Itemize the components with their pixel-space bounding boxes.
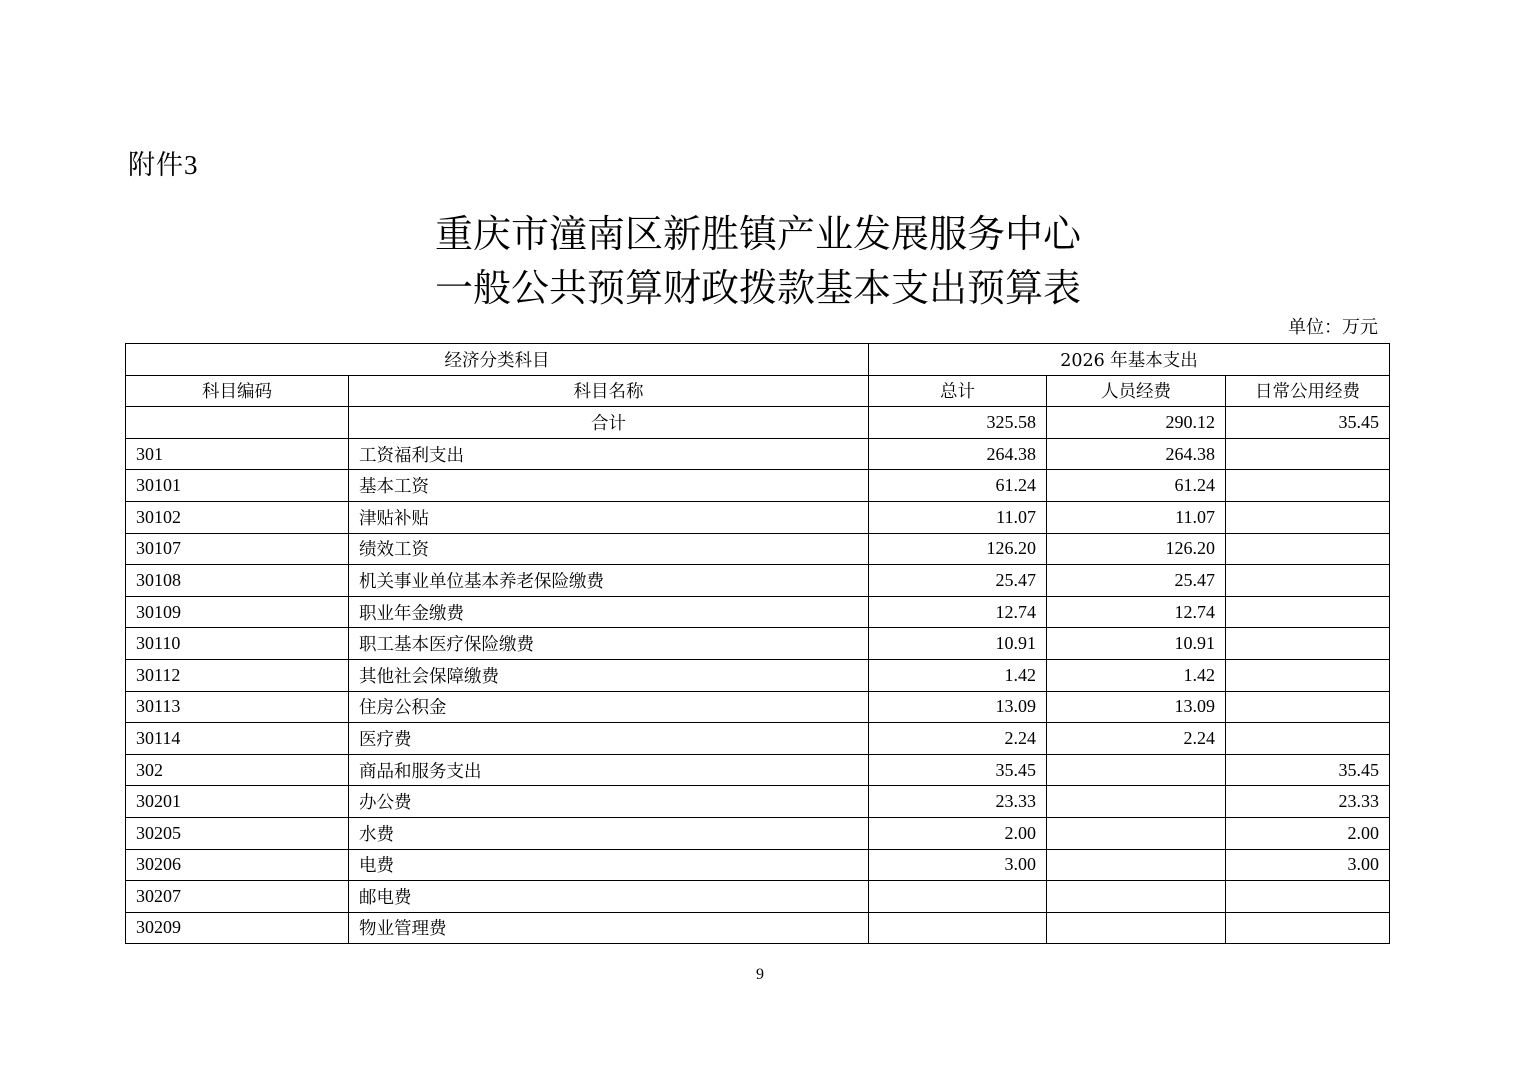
table-cell-name: 绩效工资 [349, 533, 869, 565]
budget-table [125, 343, 1390, 944]
column-header-total: 总计 [869, 375, 1047, 407]
table-cell-personnel: 264.38 [1047, 438, 1226, 470]
column-header-code: 科目编码 [126, 375, 349, 407]
table-cell-code: 302 [126, 754, 349, 786]
total-row-total: 325.58 [869, 407, 1047, 439]
table-cell-name: 工资福利支出 [349, 438, 869, 470]
table-cell-name: 商品和服务支出 [349, 754, 869, 786]
table-cell-total: 3.00 [869, 849, 1047, 881]
table-cell-personnel: 61.24 [1047, 470, 1226, 502]
table-cell-total: 61.24 [869, 470, 1047, 502]
table-row [126, 596, 1390, 628]
table-cell-name: 基本工资 [349, 470, 869, 502]
table-cell-total: 13.09 [869, 691, 1047, 723]
table-row [126, 691, 1390, 723]
table-cell-name: 电费 [349, 849, 869, 881]
table-cell-total: 35.45 [869, 754, 1047, 786]
table-cell-personnel: 13.09 [1047, 691, 1226, 723]
table-cell-total: 2.24 [869, 723, 1047, 755]
table-cell-public [1226, 723, 1390, 755]
attachment-number: 3 [184, 150, 199, 180]
table-cell-public [1226, 881, 1390, 913]
document-title-line-1: 重庆市潼南区新胜镇产业发展服务中心 [434, 212, 1081, 256]
total-row-public: 35.45 [1226, 407, 1390, 439]
table-cell-personnel [1047, 817, 1226, 849]
table-row [126, 438, 1390, 470]
document-title-line-2: 一般公共预算财政拨款基本支出预算表 [434, 266, 1081, 310]
header-basic-expense: 2026 年基本支出 [869, 344, 1390, 376]
table-row [126, 881, 1390, 913]
attachment-label [128, 143, 199, 182]
table-cell-personnel: 12.74 [1047, 596, 1226, 628]
table-cell-code: 30114 [126, 723, 349, 755]
table-cell-name: 其他社会保障缴费 [349, 659, 869, 691]
table-cell-code: 30101 [126, 470, 349, 502]
table-row [126, 723, 1390, 755]
table-cell-personnel: 11.07 [1047, 501, 1226, 533]
table-cell-name: 物业管理费 [349, 912, 869, 944]
group-header-row [126, 344, 1390, 376]
unit-label: 单位：万元 [1288, 317, 1378, 338]
table-cell-total: 2.00 [869, 817, 1047, 849]
table-cell-total: 126.20 [869, 533, 1047, 565]
table-cell-public [1226, 912, 1390, 944]
table-cell-personnel [1047, 849, 1226, 881]
table-cell-name: 住房公积金 [349, 691, 869, 723]
table-row [126, 912, 1390, 944]
table-cell-personnel: 126.20 [1047, 533, 1226, 565]
table-cell-personnel: 1.42 [1047, 659, 1226, 691]
table-row [126, 501, 1390, 533]
table-cell-public [1226, 501, 1390, 533]
table-cell-personnel: 25.47 [1047, 565, 1226, 597]
table-cell-public [1226, 596, 1390, 628]
table-cell-public: 3.00 [1226, 849, 1390, 881]
table-cell-name: 邮电费 [349, 881, 869, 913]
table-cell-public: 35.45 [1226, 754, 1390, 786]
table-cell-total: 12.74 [869, 596, 1047, 628]
table-cell-total [869, 912, 1047, 944]
column-header-personnel: 人员经费 [1047, 375, 1226, 407]
table-cell-total: 264.38 [869, 438, 1047, 470]
table-cell-code: 301 [126, 438, 349, 470]
table-cell-name: 机关事业单位基本养老保险缴费 [349, 565, 869, 597]
table-cell-total: 11.07 [869, 501, 1047, 533]
column-header-public: 日常公用经费 [1226, 375, 1390, 407]
table-cell-public [1226, 628, 1390, 660]
table-cell-code: 30112 [126, 659, 349, 691]
header-economic-category: 经济分类科目 [126, 344, 869, 376]
attachment-text: 附件 [128, 150, 184, 181]
table-row [126, 849, 1390, 881]
table-cell-code: 30209 [126, 912, 349, 944]
table-row [126, 565, 1390, 597]
table-cell-name: 津贴补贴 [349, 501, 869, 533]
table-cell-total [869, 881, 1047, 913]
column-header-name: 科目名称 [349, 375, 869, 407]
table-cell-public [1226, 691, 1390, 723]
table-cell-personnel: 10.91 [1047, 628, 1226, 660]
table-cell-name: 职工基本医疗保险缴费 [349, 628, 869, 660]
table-cell-total: 1.42 [869, 659, 1047, 691]
column-header-row [126, 375, 1390, 407]
table-cell-public [1226, 533, 1390, 565]
table-row [126, 533, 1390, 565]
page-number: 9 [756, 966, 764, 983]
table-cell-code: 30102 [126, 501, 349, 533]
table-row [126, 628, 1390, 660]
table-cell-public: 23.33 [1226, 786, 1390, 818]
table-cell-public [1226, 470, 1390, 502]
total-row-code [126, 407, 349, 439]
total-row-name: 合计 [349, 407, 869, 439]
table-cell-total: 25.47 [869, 565, 1047, 597]
table-row [126, 754, 1390, 786]
table-cell-personnel [1047, 786, 1226, 818]
table-cell-code: 30108 [126, 565, 349, 597]
table-cell-code: 30207 [126, 881, 349, 913]
table-cell-personnel [1047, 754, 1226, 786]
table-cell-personnel [1047, 912, 1226, 944]
table-cell-personnel: 2.24 [1047, 723, 1226, 755]
table-cell-name: 水费 [349, 817, 869, 849]
table-cell-public [1226, 565, 1390, 597]
table-cell-personnel [1047, 881, 1226, 913]
table-cell-public: 2.00 [1226, 817, 1390, 849]
table-cell-public [1226, 438, 1390, 470]
table-cell-total: 10.91 [869, 628, 1047, 660]
table-cell-code: 30110 [126, 628, 349, 660]
table-row [126, 786, 1390, 818]
table-cell-code: 30113 [126, 691, 349, 723]
table-cell-code: 30205 [126, 817, 349, 849]
total-row-personnel: 290.12 [1047, 407, 1226, 439]
table-row [126, 817, 1390, 849]
table-cell-name: 职业年金缴费 [349, 596, 869, 628]
table-cell-public [1226, 659, 1390, 691]
table-cell-name: 医疗费 [349, 723, 869, 755]
table-cell-code: 30206 [126, 849, 349, 881]
table-cell-code: 30109 [126, 596, 349, 628]
table-row [126, 470, 1390, 502]
table-cell-total: 23.33 [869, 786, 1047, 818]
table-cell-code: 30201 [126, 786, 349, 818]
table-row [126, 659, 1390, 691]
table-cell-code: 30107 [126, 533, 349, 565]
total-row [126, 407, 1390, 439]
table-cell-name: 办公费 [349, 786, 869, 818]
